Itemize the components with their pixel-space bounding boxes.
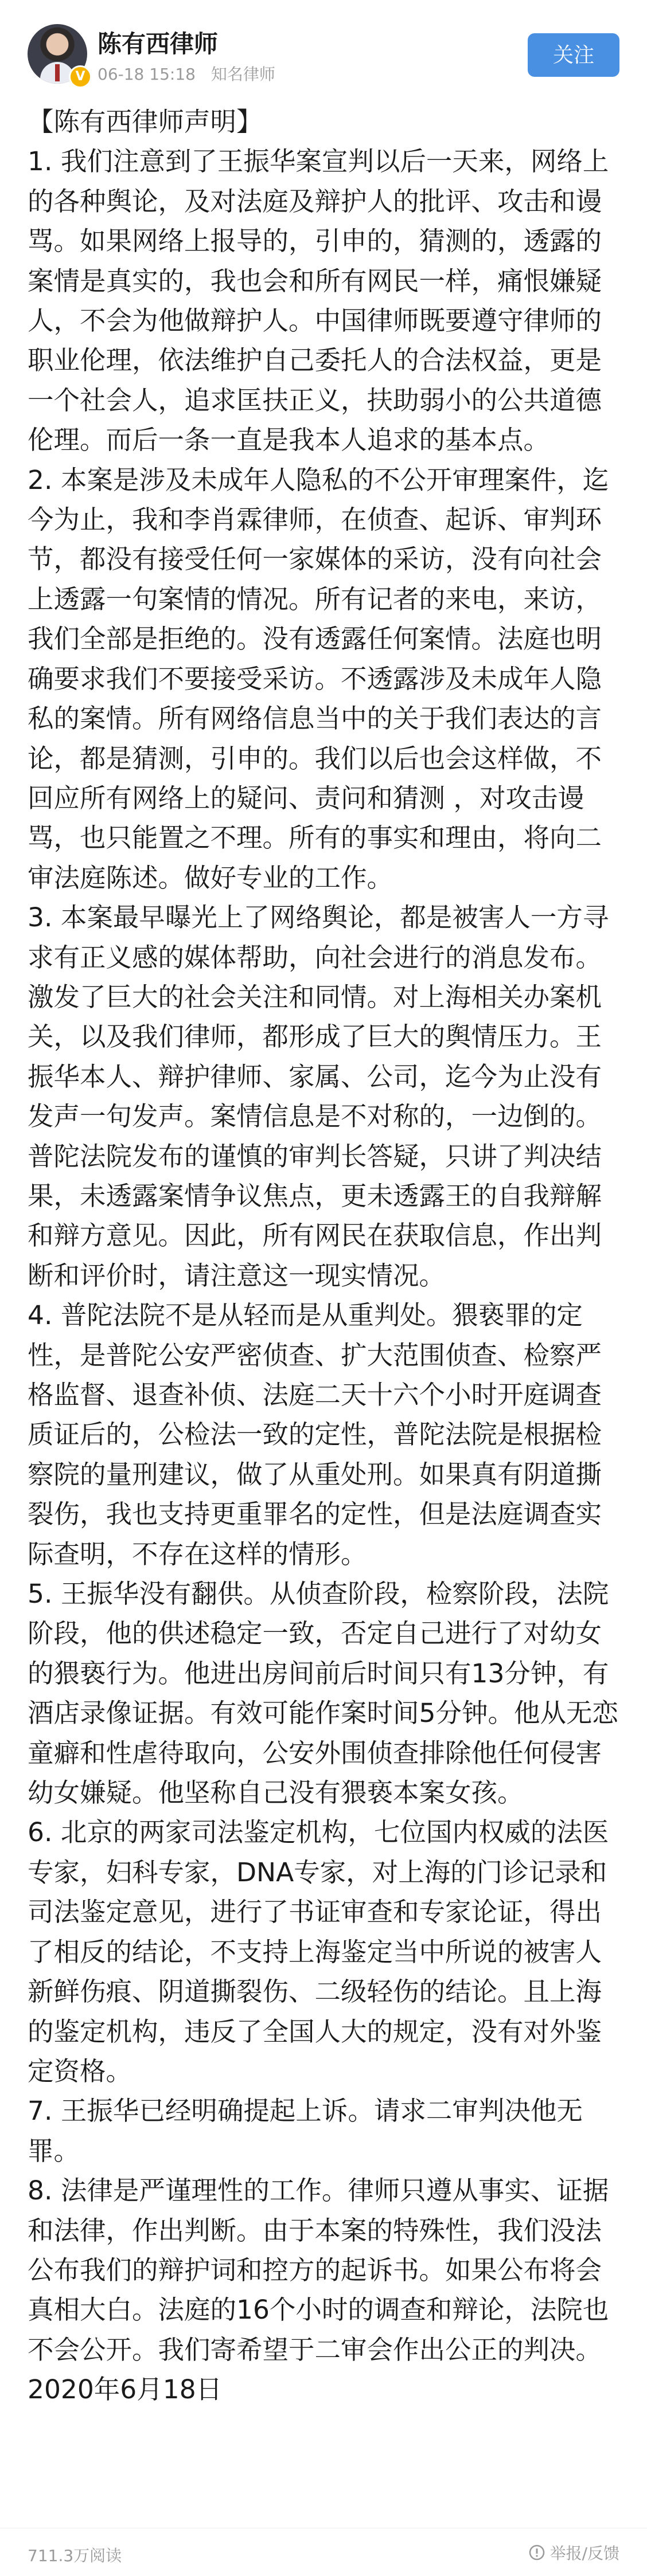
post-content: [28, 102, 624, 2410]
follow-button[interactable]: 关注: [528, 33, 619, 77]
post-paragraph: 8. 法律是严谨理性的工作。律师只遵从事实、证据和法律，作出判断。由于本案的特殊性，我们没法公布我们的辩护词和控方的起诉书。如果公布将会真相大白。法庭的16个小时的调查和辩论，法院也不会公开。我们寄希望于二审会作出公正的判决。: [28, 2175, 609, 2365]
verified-badge-icon: V: [69, 65, 92, 88]
view-count: 711.3万阅读: [28, 2546, 122, 2565]
post-meta: [98, 62, 286, 85]
post-paragraph: 1. 我们注意到了王振华案宣判以后一天来，网络上的各种舆论，及对法庭及辩护人的批评、攻击和谩骂。如果网络上报导的，引申的，猜测的，透露的案情是真实的，我也会和所有网民一样，痛恨嫌疑人，不会为他做辩护人。中国律师既要遵守律师的职业伦理，依法维护自己委托人的合法权益，更是一个社会人，追求匡扶正义，扶助弱小的公共道德伦理。而后一条一直是我本人追求的基本点。: [28, 146, 609, 456]
report-icon: [528, 2544, 545, 2561]
post-footer: [0, 2528, 647, 2576]
author-name[interactable]: 陈有西律师: [98, 30, 219, 58]
post-header: [0, 0, 647, 96]
post-paragraph: 7. 王振华已经明确提起上诉。请求二审判决他无罪。: [28, 2096, 583, 2166]
author-title: 知名律师: [211, 65, 275, 84]
post-paragraph: 3. 本案最早曝光上了网络舆论，都是被害人一方寻求有正义感的媒体帮助，向社会进行的消息发布。激发了巨大的社会关注和同情。对上海相关办案机关，以及我们律师，都形成了巨大的舆情压力。王振华本人、辩护律师、家属、公司，迄今为止没有发声一句发声。案情信息是不对称的，一边倒的。普陀法院发布的谨慎的审判长答疑，只讲了判决结果，未透露案情争议焦点，更未透露王的自我辩解和辩方意见。因此，所有网民在获取信息，作出判断和评价时，请注意这一现实情况。: [28, 902, 609, 1291]
post-date: 2020年6月18日: [28, 2374, 223, 2405]
post-paragraph: 4. 普陀法院不是从轻而是从重判处。猥亵罪的定性，是普陀公安严密侦查、扩大范围侦查、检察严格监督、退查补侦、法庭二天十六个小时开庭调查质证后的，公检法一致的定性，普陀法院是根据检察院的量刑建议，做了从重处刑。如果真有阴道撕裂伤，我也支持更重罪名的定性，但是法庭调查实际查明，不存在这样的情形。: [28, 1300, 602, 1569]
post-paragraph: 2. 本案是涉及未成年人隐私的不公开审理案件，迄今为止，我和李肖霖律师，在侦查、起诉、审判环节，都没有接受任何一家媒体的采访，没有向社会上透露一句案情的情况。所有记者的来电，来访，我们全部是拒绝的。没有透露任何案情。法庭也明确要求我们不要接受采访。不透露涉及未成年人隐私的案情。所有网络信息当中的关于我们表达的言论，都是猜测，引申的。我们以后也会这样做，不回应所有网络上的疑问、责问和猜测 ，对攻击谩骂，也只能置之不理。所有的事实和理由，将向二审法庭陈述。做好专业的工作。: [28, 464, 609, 893]
report-feedback-link[interactable]: [528, 2541, 619, 2564]
post-paragraph: 6. 北京的两家司法鉴定机构，七位国内权威的法医专家，妇科专家，DNA专家，对上海的门诊记录和司法鉴定意见，进行了书证审查和专家论证，得出了相反的结论，不支持上海鉴定当中所说的被害人新鲜伤痕、阴道撕裂伤、二级轻伤的结论。且上海的鉴定机构，违反了全国人大的规定，没有对外鉴定资格。: [28, 1817, 609, 2086]
post-heading: 【陈有西律师声明】: [28, 107, 263, 137]
post-time: 06-18 15:18: [98, 65, 196, 84]
post-paragraph: 5. 王振华没有翻供。从侦查阶段，检察阶段，法院阶段，他的供述稳定一致，否定自己进行了对幼女的猥亵行为。他进出房间前后时间只有13分钟，有酒店录像证据。有效可能作案时间5分钟。他从无恋童癖和性虐待取向，公安外围侦查排除他任何侵害幼女嫌疑。他坚称自己没有猥亵本案女孩。: [28, 1579, 618, 1808]
avatar-tie: [55, 64, 60, 81]
report-label: 举报/反馈: [549, 2544, 619, 2563]
